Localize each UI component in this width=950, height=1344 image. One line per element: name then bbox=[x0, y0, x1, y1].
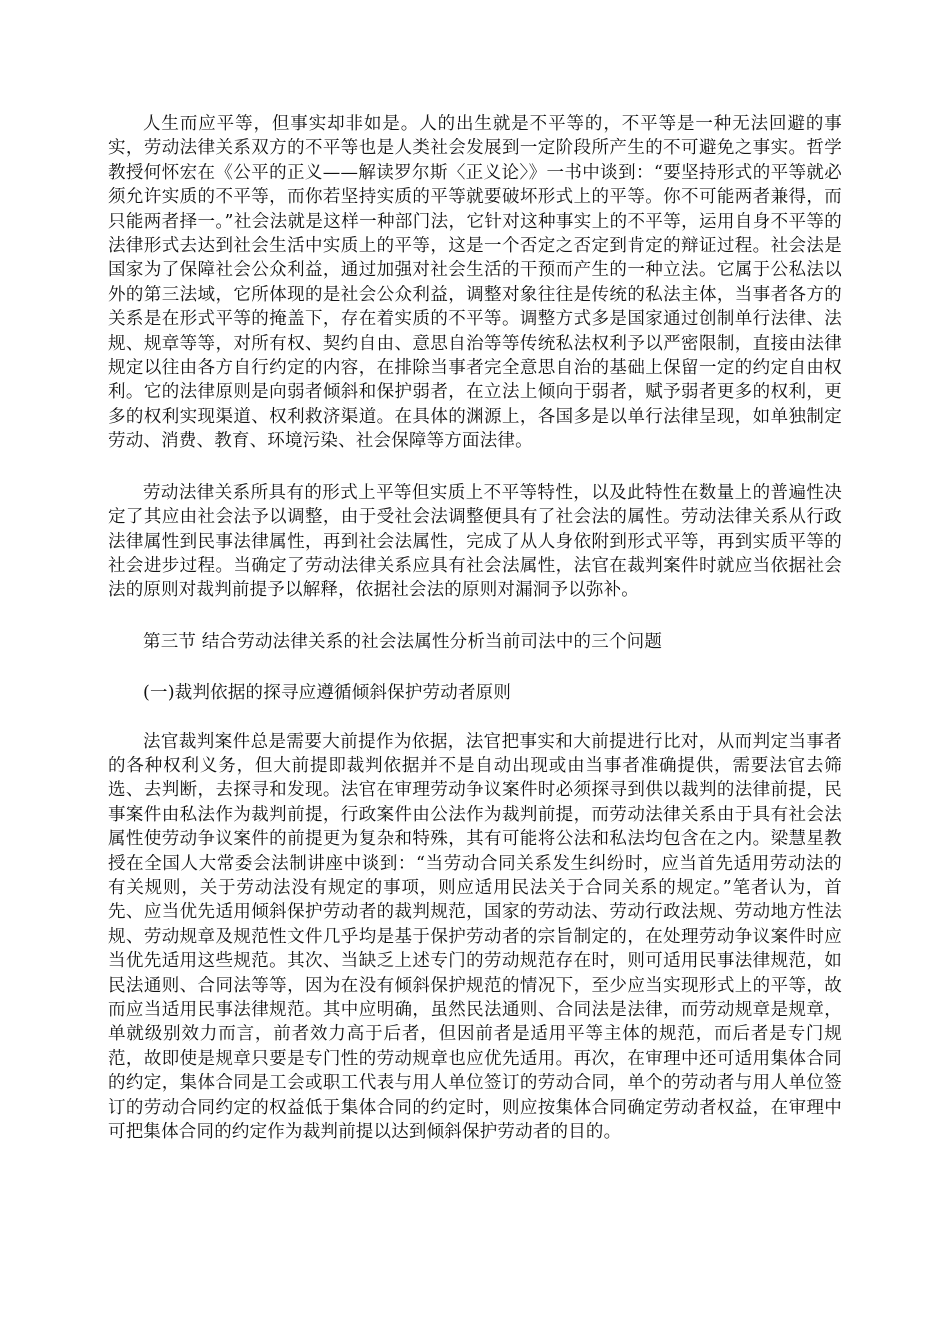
paragraph-labor-relation-attribute: 劳动法律关系所具有的形式上平等但实质上不平等特性，以及此特性在数量上的普遍性决定了其应由社会法予以调整，由于受社会法调整便具有了社会法的属性。劳动法律关系从行政法律属性到民事法律属性，再到社会法属性，完成了从人身依附到形式平等，再到实质平等的社会进步过程。当确定了劳动法律关系应具有社会法属性，法官在裁判案件时就应当依据社会法的原则对裁判前提予以解释，依据社会法的原则对漏洞予以弥补。 bbox=[108, 482, 842, 601]
subsection-heading: (一)裁判依据的探寻应遵循倾斜保护劳动者原则 bbox=[143, 683, 512, 704]
paragraph-social-law-equality: 人生而应平等，但事实却非如是。人的出生就是不平等的，不平等是一种无法回避的事实，劳动法律关系双方的不平等也是人类社会发展到一定阶段所产生的不可避免之事实。哲学教授何怀宏在《公平的正义——解读罗尔斯〈正义论〉》一书中谈到：“要坚持形式的平等就必须允许实质的不平等，而你若坚持实质的平等就要破坏形式上的平等。你不可能两者兼得，而只能两者择一。”社会法就是这样一种部门法，它针对这种事实上的不平等，运用自身不平等的法律形式去达到社会生活中实质上的平等，这是一个否定之否定到肯定的辩证过程。社会法是国家为了保障社会公众利益，通过加强对社会生活的干预而产生的一种立法。它属于公私法以外的第三法域，它所体现的是社会公众利益，调整对象往往是传统的私法主体，当事者各方的关系是在形式平等的掩盖下，存在着实质的不平等。调整方式多是国家通过创制单行法律、法规、规章等等，对所有权、契约自由、意思自治等等传统私法权利予以严密限制，直接由法律规定以往由各方自行约定的内容，在排除当事者完全意思自治的基础上保留一定的约定自由权利。它的法律原则是向弱者倾斜和保护弱者，在立法上倾向于弱者，赋予弱者更多的权利，更多的权利实现渠道、权利救济渠道。在具体的渊源上，各国多是以单行法律呈现，如单独制定劳动、消费、教育、环境污染、社会保障等方面法律。 bbox=[108, 114, 842, 452]
paragraph-adjudication-basis: 法官裁判案件总是需要大前提作为依据，法官把事实和大前提进行比对，从而判定当事者的各种权利义务，但大前提即裁判依据并不是自动出现或由当事者准确提供，需要法官去筛选、去判断，去探寻和发现。法官在审理劳动争议案件时必须探寻到供以裁判的法律前提，民事案件由私法作为裁判前提，行政案件由公法作为裁判前提，而劳动法律关系由于具有社会法属性使劳动争议案件的前提更为复杂和特殊，其有可能将公法和私法均包含在之内。梁慧星教授在全国人大常委会法制讲座中谈到：“当劳动合同关系发生纠纷时，应当首先适用劳动法的有关规则，关于劳动法没有规定的事项，则应适用民法关于合同关系的规定。”笔者认为，首先、应当优先适用倾斜保护劳动者的裁判规范，国家的劳动法、劳动行政法规、劳动地方性法规、劳动规章及规范性文件几乎均是基于保护劳动者的宗旨制定的，在处理劳动争议案件时应当优先适用这些规范。其次、当缺乏上述专门的劳动规范存在时，则可适用民事法律规范，如民法通则、合同法等等，因为在没有倾斜保护规范的情况下，至少应当实现形式上的平等，故而应当适用民事法律规范。其中应明确，虽然民法通则、合同法是法律，而劳动规章是规章，单就级别效力而言，前者效力高于后者，但因前者是适用平等主体的规范，而后者是专门规范，故即使是规章只要是专门性的劳动规章也应优先适用。再次，在审理中还可适用集体合同的约定，集体合同是工会或职工代表与用人单位签订的劳动合同，单个的劳动者与用人单位签订的劳动合同约定的权益低于集体合同的约定时，则应按集体合同确定劳动者权益，在审理中可把集体合同的约定作为裁判前提以达到倾斜保护劳动者的目的。 bbox=[108, 731, 842, 1143]
section-heading: 第三节 结合劳动法律关系的社会法属性分析当前司法中的三个问题 bbox=[143, 631, 663, 652]
